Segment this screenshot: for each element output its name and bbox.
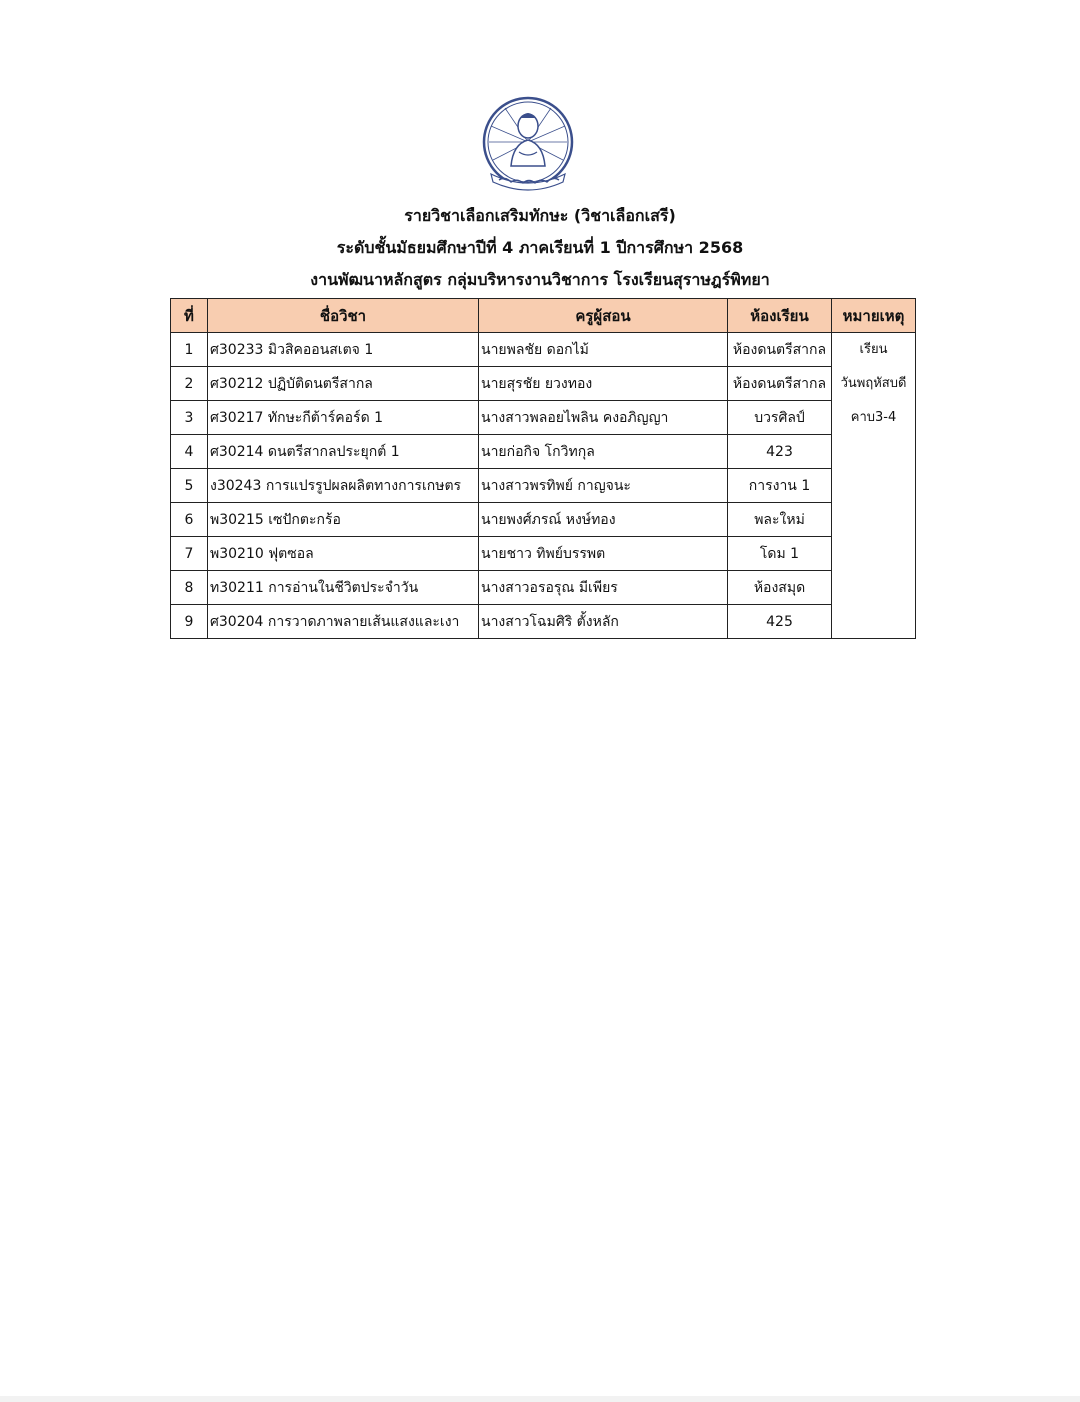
room-name: 425 — [728, 605, 832, 639]
column-header-note: หมายเหตุ — [832, 299, 916, 333]
row-number: 2 — [171, 367, 208, 401]
document-subtitle-department: งานพัฒนาหลักสูตร กลุ่มบริหารงานวิชาการ โรงเรียนสุราษฎร์พิทยา — [310, 270, 770, 289]
row-number: 9 — [171, 605, 208, 639]
column-header-number: ที่ — [171, 299, 208, 333]
row-number: 3 — [171, 401, 208, 435]
subject-name: ง30243 การแปรรูปผลผลิตทางการเกษตร — [208, 469, 479, 503]
elective-course-table — [170, 298, 916, 639]
teacher-name: นางสาวโฉมศิริ ตั้งหลัก — [479, 605, 728, 639]
room-name: 423 — [728, 435, 832, 469]
room-name: ห้องดนตรีสากล — [728, 333, 832, 367]
column-header-subject: ชื่อวิชา — [208, 299, 479, 333]
room-name: ห้องสมุด — [728, 571, 832, 605]
subject-name: ศ30204 การวาดภาพลายเส้นแสงและเงา — [208, 605, 479, 639]
row-number: 1 — [171, 333, 208, 367]
table-header-row — [171, 299, 916, 333]
note-line-study: เรียน — [859, 342, 888, 357]
table-row — [171, 503, 916, 537]
teacher-name: นายก่อกิจ โกวิทกุล — [479, 435, 728, 469]
row-number: 7 — [171, 537, 208, 571]
row-number: 6 — [171, 503, 208, 537]
note-cell — [832, 333, 916, 639]
teacher-name: นายชาว ทิพย์บรรพต — [479, 537, 728, 571]
teacher-name: นายสุรชัย ยวงทอง — [479, 367, 728, 401]
subject-name: พ30210 ฟุตซอล — [208, 537, 479, 571]
room-name: การงาน 1 — [728, 469, 832, 503]
teacher-name: นายพลชัย ดอกไม้ — [479, 333, 728, 367]
table-row — [171, 605, 916, 639]
column-header-room: ห้องเรียน — [728, 299, 832, 333]
room-name: บวรศิลป์ — [728, 401, 832, 435]
note-line-period: คาบ3-4 — [850, 410, 897, 425]
room-name: ห้องดนตรีสากล — [728, 367, 832, 401]
page-bottom-edge — [0, 1396, 1080, 1402]
school-seal-logo — [477, 96, 579, 194]
teacher-name: นางสาวอรอรุณ มีเพียร — [479, 571, 728, 605]
table-row — [171, 333, 916, 367]
row-number: 4 — [171, 435, 208, 469]
room-name: พละใหม่ — [728, 503, 832, 537]
table-row — [171, 571, 916, 605]
subject-name: ศ30217 ทักษะกีต้าร์คอร์ด 1 — [208, 401, 479, 435]
row-number: 8 — [171, 571, 208, 605]
table-row — [171, 469, 916, 503]
subject-name: ศ30233 มิวสิคออนสเตจ 1 — [208, 333, 479, 367]
note-line-day: วันพฤหัสบดี — [840, 376, 907, 391]
document-title: รายวิชาเลือกเสริมทักษะ (วิชาเลือกเสรี) — [404, 206, 676, 225]
subject-name: พ30215 เซปักตะกร้อ — [208, 503, 479, 537]
document-subtitle-level: ระดับชั้นมัธยมศึกษาปีที่ 4 ภาคเรียนที่ 1 ปีการศึกษา 2568 — [336, 238, 744, 257]
subject-name: ท30211 การอ่านในชีวิตประจำวัน — [208, 571, 479, 605]
table-row — [171, 401, 916, 435]
table-row — [171, 367, 916, 401]
table-row — [171, 435, 916, 469]
subject-name: ศ30212 ปฏิบัติดนตรีสากล — [208, 367, 479, 401]
row-number: 5 — [171, 469, 208, 503]
table-row — [171, 537, 916, 571]
room-name: โดม 1 — [728, 537, 832, 571]
teacher-name: นางสาวพรทิพย์ กาญจนะ — [479, 469, 728, 503]
teacher-name: นางสาวพลอยไพลิน คงอภิญญา — [479, 401, 728, 435]
column-header-teacher: ครูผู้สอน — [479, 299, 728, 333]
subject-name: ศ30214 ดนตรีสากลประยุกต์ 1 — [208, 435, 479, 469]
teacher-name: นายพงศ์ภรณ์ หงษ์ทอง — [479, 503, 728, 537]
